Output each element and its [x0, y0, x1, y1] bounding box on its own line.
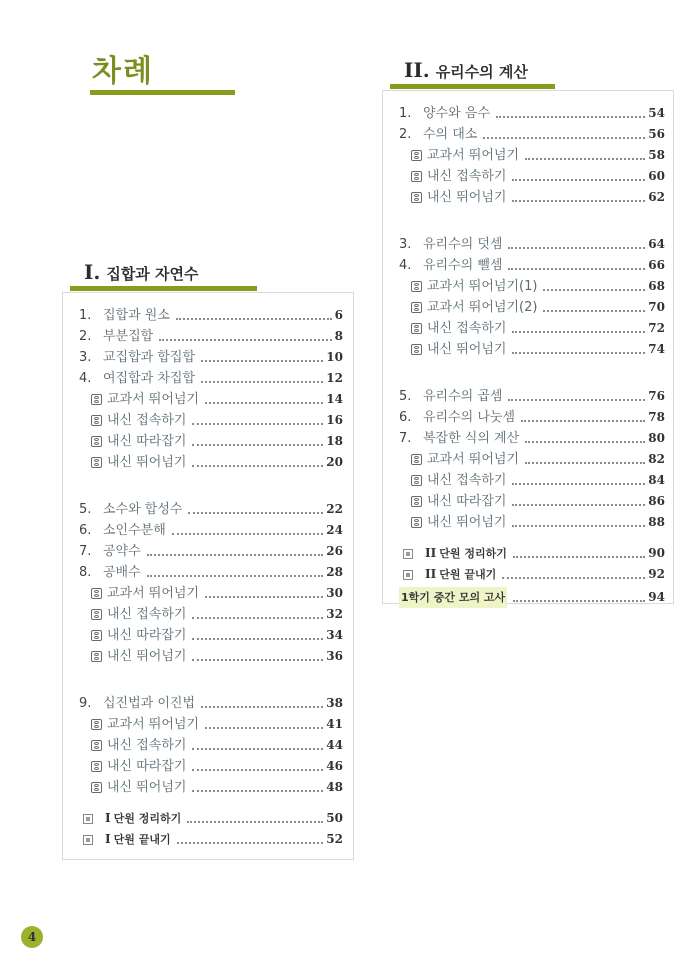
toc-entry-page: 92: [648, 567, 665, 581]
toc-subentry[interactable]: [399, 318, 665, 339]
toc-entry-label: 유리수의 곱셈: [423, 389, 503, 404]
toc-entry-page: 62: [648, 190, 665, 204]
toc-entry-label: 수의 대소: [423, 127, 478, 142]
toc-entry[interactable]: [399, 407, 665, 428]
dot-leader: [205, 595, 323, 598]
toc-entry-label: 단원 정리하기: [113, 812, 182, 825]
toc-entry-page: 66: [648, 258, 665, 272]
toc-entry-number: 5.: [79, 502, 92, 517]
section-bullet-icon: [411, 475, 422, 486]
summary-square-icon: [83, 835, 93, 845]
toc-entry-label: 유리수의 덧셈: [423, 237, 503, 252]
toc-subentry[interactable]: [399, 512, 665, 533]
section-bullet-icon: [411, 454, 422, 465]
exam-label: 1학기 중간 모의 고사: [399, 587, 507, 608]
toc-entry[interactable]: [79, 541, 343, 562]
toc-entry-page: 54: [648, 106, 665, 120]
summary-square-icon: [403, 549, 413, 559]
toc-entry-number: 8.: [79, 565, 92, 580]
toc-entry-page: 16: [326, 413, 343, 427]
toc-summary-entry[interactable]: [399, 564, 665, 585]
toc-entry-page: 44: [326, 738, 343, 752]
chapter-1-box: [62, 292, 354, 860]
section-bullet-icon: [91, 782, 102, 793]
toc-entry-label: 내신 뛰어넘기: [427, 342, 507, 357]
toc-entry-page: 28: [326, 565, 343, 579]
summary-square-icon: [403, 570, 413, 580]
toc-entry-number: 2.: [79, 329, 92, 344]
toc-entry-number: 4.: [79, 371, 92, 386]
toc-entry-page: 18: [326, 434, 343, 448]
chapter-1-toc: [79, 305, 343, 850]
toc-entry-label: 교집합과 합집합: [103, 350, 196, 365]
toc-entry-page: 30: [326, 586, 343, 600]
summary-gap: [399, 533, 665, 543]
toc-entry[interactable]: [79, 562, 343, 583]
section-bullet-icon: [91, 719, 102, 730]
dot-leader: [147, 553, 324, 556]
title-underline: [90, 90, 235, 95]
toc-entry-page: 80: [648, 431, 665, 445]
section-bullet-icon: [411, 150, 422, 161]
section-bullet-icon: [411, 344, 422, 355]
toc-subentry[interactable]: [399, 166, 665, 187]
dot-leader: [187, 820, 323, 823]
toc-entry-number: 4.: [399, 258, 412, 273]
toc-entry-page: 20: [326, 455, 343, 469]
toc-entry-page: 34: [326, 628, 343, 642]
dot-leader: [159, 338, 331, 341]
toc-subentry[interactable]: [79, 410, 343, 431]
toc-entry-page: 70: [648, 300, 665, 314]
toc-entry-label: 단원 끝내기: [113, 833, 171, 846]
toc-entry-page: 52: [326, 832, 343, 846]
toc-exam-entry[interactable]: [399, 587, 665, 608]
toc-entry-label: 양수와 음수: [423, 106, 490, 121]
toc-entry-page: 88: [648, 515, 665, 529]
toc-entry-label: 내신 뛰어넘기: [107, 780, 187, 795]
toc-entry-label: 교과서 뛰어넘기: [107, 392, 200, 407]
dot-leader: [496, 115, 645, 118]
dot-leader: [205, 726, 323, 729]
toc-entry[interactable]: [399, 255, 665, 276]
toc-summary-entry[interactable]: [399, 543, 665, 564]
toc-entry-number: 5.: [399, 389, 412, 404]
toc-entry-label: 교과서 뛰어넘기: [427, 452, 520, 467]
section-bullet-icon: [91, 588, 102, 599]
toc-entry-page: 14: [326, 392, 343, 406]
dot-leader: [512, 524, 645, 527]
section-bullet-icon: [91, 651, 102, 662]
dot-leader: [512, 482, 645, 485]
dot-leader: [201, 380, 323, 383]
toc-entry-page: 32: [326, 607, 343, 621]
dot-leader: [205, 401, 323, 404]
dot-leader: [513, 555, 645, 558]
dot-leader: [525, 157, 645, 160]
toc-entry-page: 50: [326, 811, 343, 825]
dot-leader: [543, 309, 645, 312]
dot-leader: [512, 178, 645, 181]
toc-entry-label: 단원 끝내기: [439, 568, 497, 581]
toc-entry-label: 교과서 뛰어넘기: [107, 717, 200, 732]
summary-gap: [79, 798, 343, 808]
dot-leader: [513, 599, 645, 602]
toc-entry-page: 24: [326, 523, 343, 537]
summary-square-icon: [83, 814, 93, 824]
section-bullet-icon: [411, 192, 422, 203]
toc-entry-page: 72: [648, 321, 665, 335]
toc-entry-label: 내신 접속하기: [427, 473, 507, 488]
dot-leader: [521, 419, 645, 422]
toc-entry[interactable]: [79, 347, 343, 368]
summary-roman: II: [425, 546, 437, 560]
toc-entry-page: 68: [648, 279, 665, 293]
dot-leader: [512, 503, 645, 506]
toc-subentry[interactable]: [79, 756, 343, 777]
chapter-2-title: 유리수의 계산: [435, 63, 528, 81]
toc-entry-label: 내신 접속하기: [107, 413, 187, 428]
toc-entry[interactable]: [79, 368, 343, 389]
chapter-2-box: [382, 90, 674, 604]
toc-entry-label: 내신 따라잡기: [107, 434, 187, 449]
toc-subentry[interactable]: [399, 449, 665, 470]
dot-leader: [525, 440, 645, 443]
toc-entry-label: 부분집합: [103, 329, 154, 344]
page-title: 차례: [92, 54, 154, 89]
toc-entry-number: 9.: [79, 696, 92, 711]
toc-entry-number: 3.: [399, 237, 412, 252]
toc-entry-page: 41: [326, 717, 343, 731]
toc-entry-number: 1.: [399, 106, 412, 121]
group-gap: [79, 667, 343, 693]
chapter-2-bar: [390, 84, 555, 89]
section-bullet-icon: [411, 281, 422, 292]
dot-leader: [192, 658, 323, 661]
section-bullet-icon: [411, 517, 422, 528]
toc-entry-label: 내신 뛰어넘기: [107, 649, 187, 664]
toc-subentry[interactable]: [399, 491, 665, 512]
toc-entry-label: 십진법과 이진법: [103, 696, 196, 711]
dot-leader: [176, 317, 332, 320]
toc-entry[interactable]: [79, 326, 343, 347]
toc-entry-page: 64: [648, 237, 665, 251]
toc-entry-label: 공약수: [103, 544, 141, 559]
toc-entry-label: 여집합과 차집합: [103, 371, 196, 386]
toc-entry-label: 교과서 뛰어넘기: [107, 586, 200, 601]
toc-entry-number: 3.: [79, 350, 92, 365]
toc-entry-label: 유리수의 뺄셈: [423, 258, 503, 273]
chapter-1-roman: I.: [84, 260, 101, 284]
dot-leader: [192, 789, 323, 792]
toc-entry[interactable]: [79, 520, 343, 541]
chapter-2-heading: [404, 60, 528, 82]
dot-leader: [192, 637, 323, 640]
dot-leader: [508, 398, 645, 401]
toc-subentry[interactable]: [79, 583, 343, 604]
toc-entry[interactable]: [79, 305, 343, 326]
dot-leader: [192, 422, 323, 425]
toc-subentry[interactable]: [399, 145, 665, 166]
summary-roman: II: [425, 567, 437, 581]
dot-leader: [192, 747, 323, 750]
toc-entry-number: 2.: [399, 127, 412, 142]
chapter-2-roman: II.: [404, 58, 430, 82]
toc-entry[interactable]: [399, 386, 665, 407]
toc-entry[interactable]: [399, 124, 665, 145]
toc-entry-number: 7.: [399, 431, 412, 446]
toc-entry-page: 48: [326, 780, 343, 794]
section-bullet-icon: [91, 415, 102, 426]
toc-entry[interactable]: [399, 103, 665, 124]
toc-subentry[interactable]: [79, 735, 343, 756]
toc-subentry[interactable]: [79, 777, 343, 798]
toc-entry-label: 내신 따라잡기: [107, 628, 187, 643]
section-bullet-icon: [91, 630, 102, 641]
toc-entry-page: 82: [648, 452, 665, 466]
toc-entry-page: 36: [326, 649, 343, 663]
group-gap: [399, 360, 665, 386]
toc-entry-number: 7.: [79, 544, 92, 559]
dot-leader: [483, 136, 645, 139]
toc-entry-page: 56: [648, 127, 665, 141]
section-bullet-icon: [411, 496, 422, 507]
toc-entry-page: 6: [334, 308, 343, 322]
toc-entry-label: 집합과 원소: [103, 308, 170, 323]
toc-subentry[interactable]: [399, 470, 665, 491]
toc-subentry[interactable]: [399, 339, 665, 360]
dot-leader: [512, 199, 645, 202]
toc-entry-label: 내신 따라잡기: [427, 494, 507, 509]
toc-entry[interactable]: [79, 693, 343, 714]
dot-leader: [508, 267, 645, 270]
toc-entry-page: 8: [334, 329, 343, 343]
toc-entry-page: 12: [326, 371, 343, 385]
section-bullet-icon: [91, 761, 102, 772]
toc-entry-page: 78: [648, 410, 665, 424]
dot-leader: [201, 359, 323, 362]
chapter-1-heading: [84, 262, 199, 284]
section-bullet-icon: [91, 609, 102, 620]
toc-subentry[interactable]: [79, 431, 343, 452]
toc-entry-page: 94: [648, 590, 665, 604]
toc-entry-label: 교과서 뛰어넘기(1): [427, 279, 538, 294]
section-bullet-icon: [91, 436, 102, 447]
dot-leader: [192, 616, 323, 619]
toc-summary-entry[interactable]: [79, 829, 343, 850]
dot-leader: [147, 574, 324, 577]
toc-entry-label: 복잡한 식의 계산: [423, 431, 520, 446]
section-bullet-icon: [91, 457, 102, 468]
toc-entry-label: 내신 뛰어넘기: [427, 190, 507, 205]
section-bullet-icon: [411, 323, 422, 334]
dot-leader: [201, 705, 323, 708]
dot-leader: [543, 288, 645, 291]
group-gap: [79, 473, 343, 499]
toc-subentry[interactable]: [79, 604, 343, 625]
toc-entry-label: 내신 뛰어넘기: [107, 455, 187, 470]
toc-entry-page: 58: [648, 148, 665, 162]
toc-entry-number: 6.: [399, 410, 412, 425]
toc-entry-label: 내신 접속하기: [427, 321, 507, 336]
summary-roman: I: [105, 832, 111, 846]
dot-leader: [525, 461, 645, 464]
toc-entry-label: 교과서 뛰어넘기(2): [427, 300, 538, 315]
toc-entry-page: 76: [648, 389, 665, 403]
chapter-1-title: 집합과 자연수: [106, 265, 199, 283]
chapter-2-toc: [399, 103, 665, 608]
toc-entry-label: 공배수: [103, 565, 141, 580]
dot-leader: [188, 511, 323, 514]
dot-leader: [512, 351, 645, 354]
toc-entry-page: 10: [326, 350, 343, 364]
toc-entry-page: 46: [326, 759, 343, 773]
toc-entry-label: 단원 정리하기: [439, 547, 507, 560]
dot-leader: [192, 768, 323, 771]
toc-subentry[interactable]: [399, 187, 665, 208]
toc-entry-page: 86: [648, 494, 665, 508]
toc-summary-entry[interactable]: [79, 808, 343, 829]
dot-leader: [172, 532, 324, 535]
section-bullet-icon: [411, 302, 422, 313]
section-bullet-icon: [91, 740, 102, 751]
toc-entry-page: 60: [648, 169, 665, 183]
toc-subentry[interactable]: [79, 625, 343, 646]
dot-leader: [502, 576, 645, 579]
toc-entry-number: 1.: [79, 308, 92, 323]
toc-entry-page: 84: [648, 473, 665, 487]
toc-entry-number: 6.: [79, 523, 92, 538]
toc-entry-page: 26: [326, 544, 343, 558]
toc-entry-label: 내신 접속하기: [427, 169, 507, 184]
toc-entry-label: 내신 따라잡기: [107, 759, 187, 774]
section-bullet-icon: [411, 171, 422, 182]
summary-roman: I: [105, 811, 111, 825]
section-bullet-icon: [91, 394, 102, 405]
toc-entry-label: 내신 접속하기: [107, 607, 187, 622]
dot-leader: [512, 330, 645, 333]
toc-entry-page: 90: [648, 546, 665, 560]
toc-subentry[interactable]: [79, 452, 343, 473]
toc-entry[interactable]: [399, 234, 665, 255]
toc-entry[interactable]: [79, 499, 343, 520]
toc-subentry[interactable]: [79, 389, 343, 410]
toc-entry-page: 74: [648, 342, 665, 356]
dot-leader: [192, 443, 323, 446]
toc-entry-label: 소수와 합성수: [103, 502, 183, 517]
toc-subentry[interactable]: [399, 297, 665, 318]
dot-leader: [177, 841, 324, 844]
toc-subentry[interactable]: [399, 276, 665, 297]
dot-leader: [192, 464, 323, 467]
toc-subentry[interactable]: [79, 646, 343, 667]
group-gap: [399, 208, 665, 234]
toc-subentry[interactable]: [79, 714, 343, 735]
toc-entry-page: 22: [326, 502, 343, 516]
page-number-badge: 4: [21, 926, 43, 948]
chapter-1-bar: [70, 286, 257, 291]
toc-entry-label: 소인수분해: [103, 523, 166, 538]
toc-entry-label: 내신 뛰어넘기: [427, 515, 507, 530]
toc-entry-label: 유리수의 나눗셈: [423, 410, 516, 425]
toc-entry-page: 38: [326, 696, 343, 710]
dot-leader: [508, 246, 645, 249]
toc-entry-label: 교과서 뛰어넘기: [427, 148, 520, 163]
toc-entry-label: 내신 접속하기: [107, 738, 187, 753]
toc-entry[interactable]: [399, 428, 665, 449]
